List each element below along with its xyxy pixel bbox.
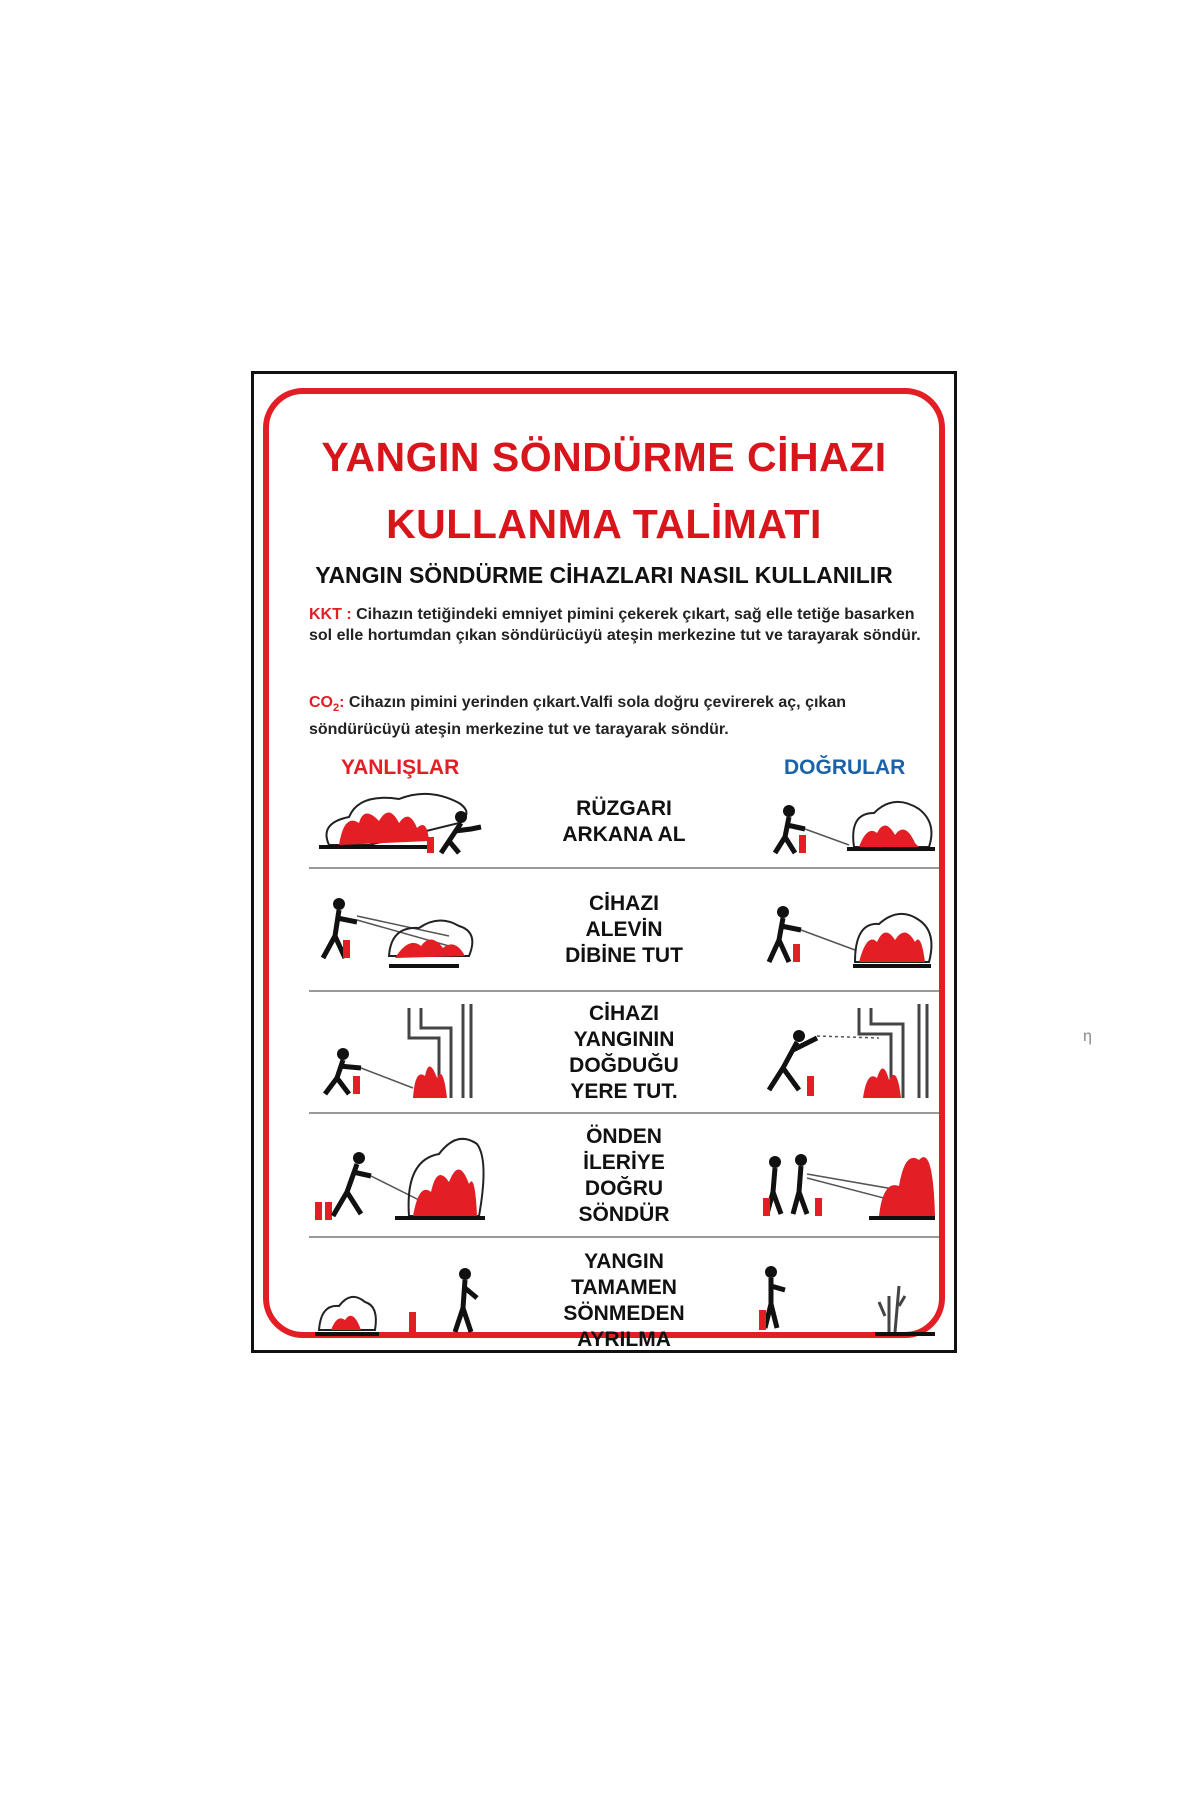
co2-instruction <box>309 692 929 740</box>
instruction-text: ÖNDEN İLERİYE DOĞRU SÖNDÜR <box>578 1125 670 1226</box>
sign-title-line1: YANGIN SÖNDÜRME CİHAZI <box>321 434 887 480</box>
co2-label: $CO_2$: <box>309 694 345 715</box>
co2-text: Cihazın pimini yerinden çıkart.Valfi sola doğru çevirerek aç, çıkan söndürücüyü ateşin merkezine tut ve tarayarak söndür. <box>309 694 846 739</box>
instruction-text: YANGIN TAMAMEN SÖNMEDEN AYRILMA <box>563 1250 685 1351</box>
wrong-illustration <box>309 1246 489 1356</box>
right-column-header: DOĞRULAR <box>784 756 906 779</box>
row-divider <box>309 867 939 869</box>
red-rounded-frame <box>263 388 945 1351</box>
wrong-illustration <box>309 1120 489 1232</box>
instruction-row <box>309 876 939 984</box>
sign-title-line2: KULLANMA TALİMATI <box>386 501 822 547</box>
instruction-text: CİHAZI ALEVİN DİBİNE TUT <box>565 892 683 967</box>
kkt-label: KKT : <box>309 606 352 623</box>
instruction-row <box>309 1246 939 1356</box>
wrong-illustration <box>309 876 489 984</box>
row-divider <box>309 1112 939 1114</box>
kkt-text: Cihazın tetiğindeki emniyet pimini çekerek çıkart, sağ elle tetiğe basarken sol elle hortumdan çıkan söndürücüyü ateşin merkezine tut ve tarayarak söndür. <box>309 606 921 644</box>
instruction-row <box>309 783 939 861</box>
stray-mark: η <box>1083 1028 1092 1045</box>
right-illustration <box>759 876 939 984</box>
instruction-row <box>309 1120 939 1232</box>
instruction-text: RÜZGARI ARKANA AL <box>562 797 686 846</box>
wrong-illustration <box>309 998 489 1108</box>
instruction-row <box>309 998 939 1108</box>
right-illustration <box>759 1246 939 1356</box>
row-divider <box>309 990 939 992</box>
sign-subtitle: YANGIN SÖNDÜRME CİHAZLARI NASIL KULLANILIR <box>315 562 893 588</box>
right-illustration <box>759 783 939 861</box>
row-divider <box>309 1236 939 1238</box>
kkt-instruction <box>309 604 929 646</box>
instruction-text: CİHAZI YANGININ DOĞDUĞU YERE TUT. <box>569 1002 679 1103</box>
instruction-sign <box>251 371 957 1353</box>
wrong-illustration <box>309 783 489 861</box>
right-illustration <box>759 998 939 1108</box>
right-illustration <box>759 1120 939 1232</box>
wrong-column-header: YANLIŞLAR <box>341 756 460 779</box>
